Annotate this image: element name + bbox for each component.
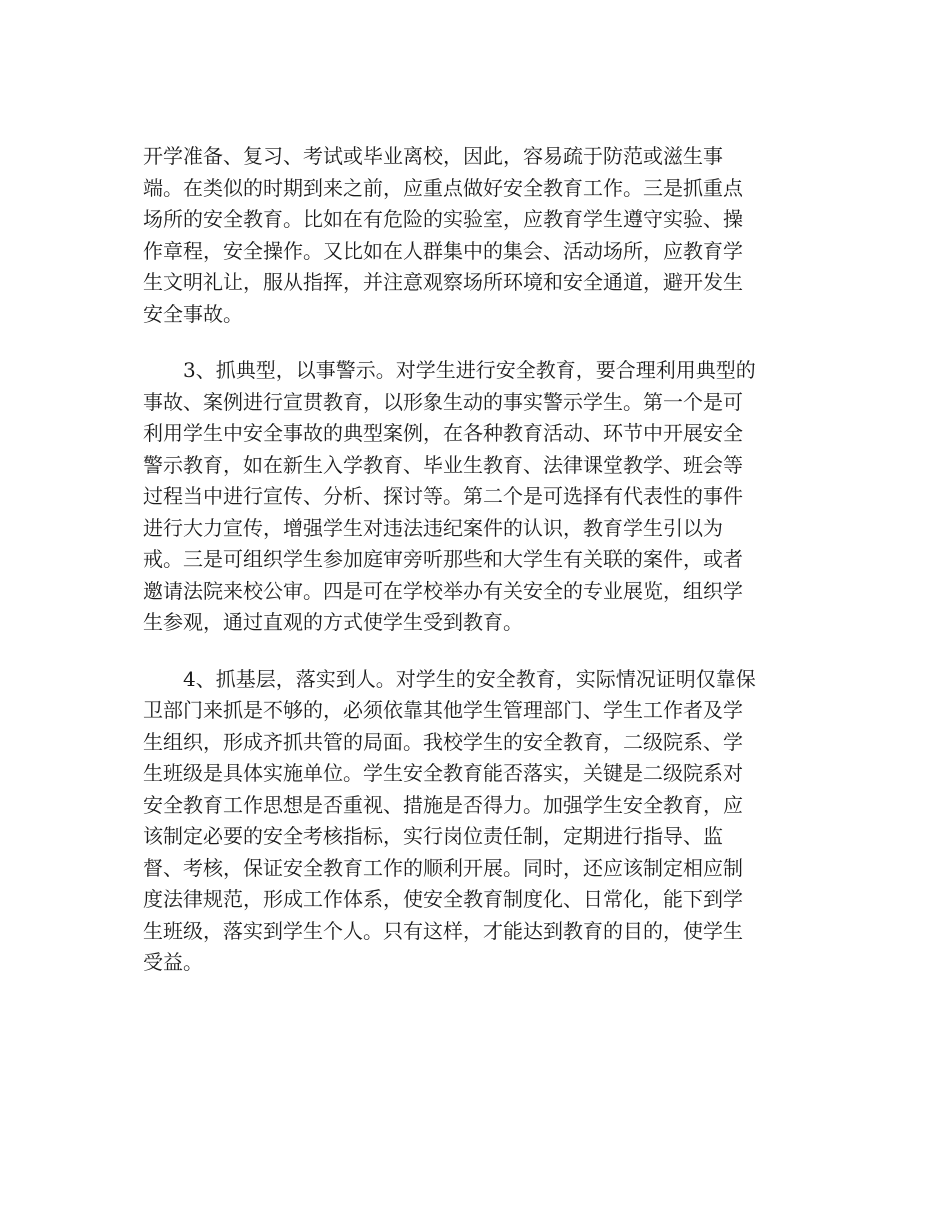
text-line: 利用学生中安全事故的典型案例，在各种教育活动、环节中开展安全	[143, 421, 743, 445]
paragraph-4-grassroots	[143, 664, 809, 979]
text-line: 生组织，形成齐抓共管的局面。我校学生的安全教育，二级院系、学	[143, 729, 743, 754]
text-line: 邀请法院来校公审。四是可在学校举办有关安全的专业展览，组织学	[143, 578, 743, 603]
text-line: 生文明礼让，服从指挥，并注意观察场所环境和安全通道，避开发生	[143, 270, 743, 294]
text-line: 度法律规范，形成工作体系，使安全教育制度化、日常化，能下到学	[143, 887, 743, 911]
text-line: 安全教育工作思想是否重视、措施是否得力。加强学生安全教育，应	[143, 792, 743, 817]
text-line: 督、考核，保证安全教育工作的顺利开展。同时，还应该制定相应制	[143, 855, 743, 880]
text-line: 生班级，落实到学生个人。只有这样，才能达到教育的目的，使学生	[143, 918, 743, 943]
text-line: 生参观，通过直观的方式使学生受到教育。	[143, 610, 523, 634]
text-line: 场所的安全教育。比如在有危险的实验室，应教育学生遵守实验、操	[143, 207, 743, 231]
text-line: 开学准备、复习、考试或毕业离校，因此，容易疏于防范或滋生事	[143, 144, 723, 168]
text-line: 戒。三是可组织学生参加庭审旁听那些和大学生有关联的案件，或者	[143, 547, 743, 571]
paragraph-3-typical-cases	[143, 355, 809, 639]
text-line: 受益。	[143, 950, 203, 974]
text-line: 生班级是具体实施单位。学生安全教育能否落实，关键是二级院系对	[143, 761, 743, 785]
document-body	[143, 141, 809, 979]
text-line: 端。在类似的时期到来之前，应重点做好安全教育工作。三是抓重点	[143, 175, 743, 200]
text-line: 3、抓典型，以事警示。对学生进行安全教育，要合理利用典型的	[183, 358, 756, 382]
text-line: 事故、案例进行宣贯教育，以形象生动的事实警示学生。第一个是可	[143, 389, 743, 414]
text-line: 警示教育，如在新生入学教育、毕业生教育、法律课堂教学、班会等	[143, 452, 743, 477]
text-line: 过程当中进行宣传、分析、探讨等。第二个是可选择有代表性的事件	[143, 484, 743, 508]
text-line: 作章程，安全操作。又比如在人群集中的集会、活动场所，应教育学	[143, 238, 743, 263]
text-line: 卫部门来抓是不够的，必须依靠其他学生管理部门、学生工作者及学	[143, 698, 743, 722]
text-line: 进行大力宣传，增强学生对违法违纪案件的认识，教育学生引以为	[143, 515, 723, 540]
text-line: 该制定必要的安全考核指标，实行岗位责任制，定期进行指导、监	[143, 824, 723, 848]
text-line: 安全事故。	[143, 301, 243, 326]
paragraph-continuation	[143, 141, 809, 330]
text-line: 4、抓基层，落实到人。对学生的安全教育，实际情况证明仅靠保	[183, 666, 756, 691]
